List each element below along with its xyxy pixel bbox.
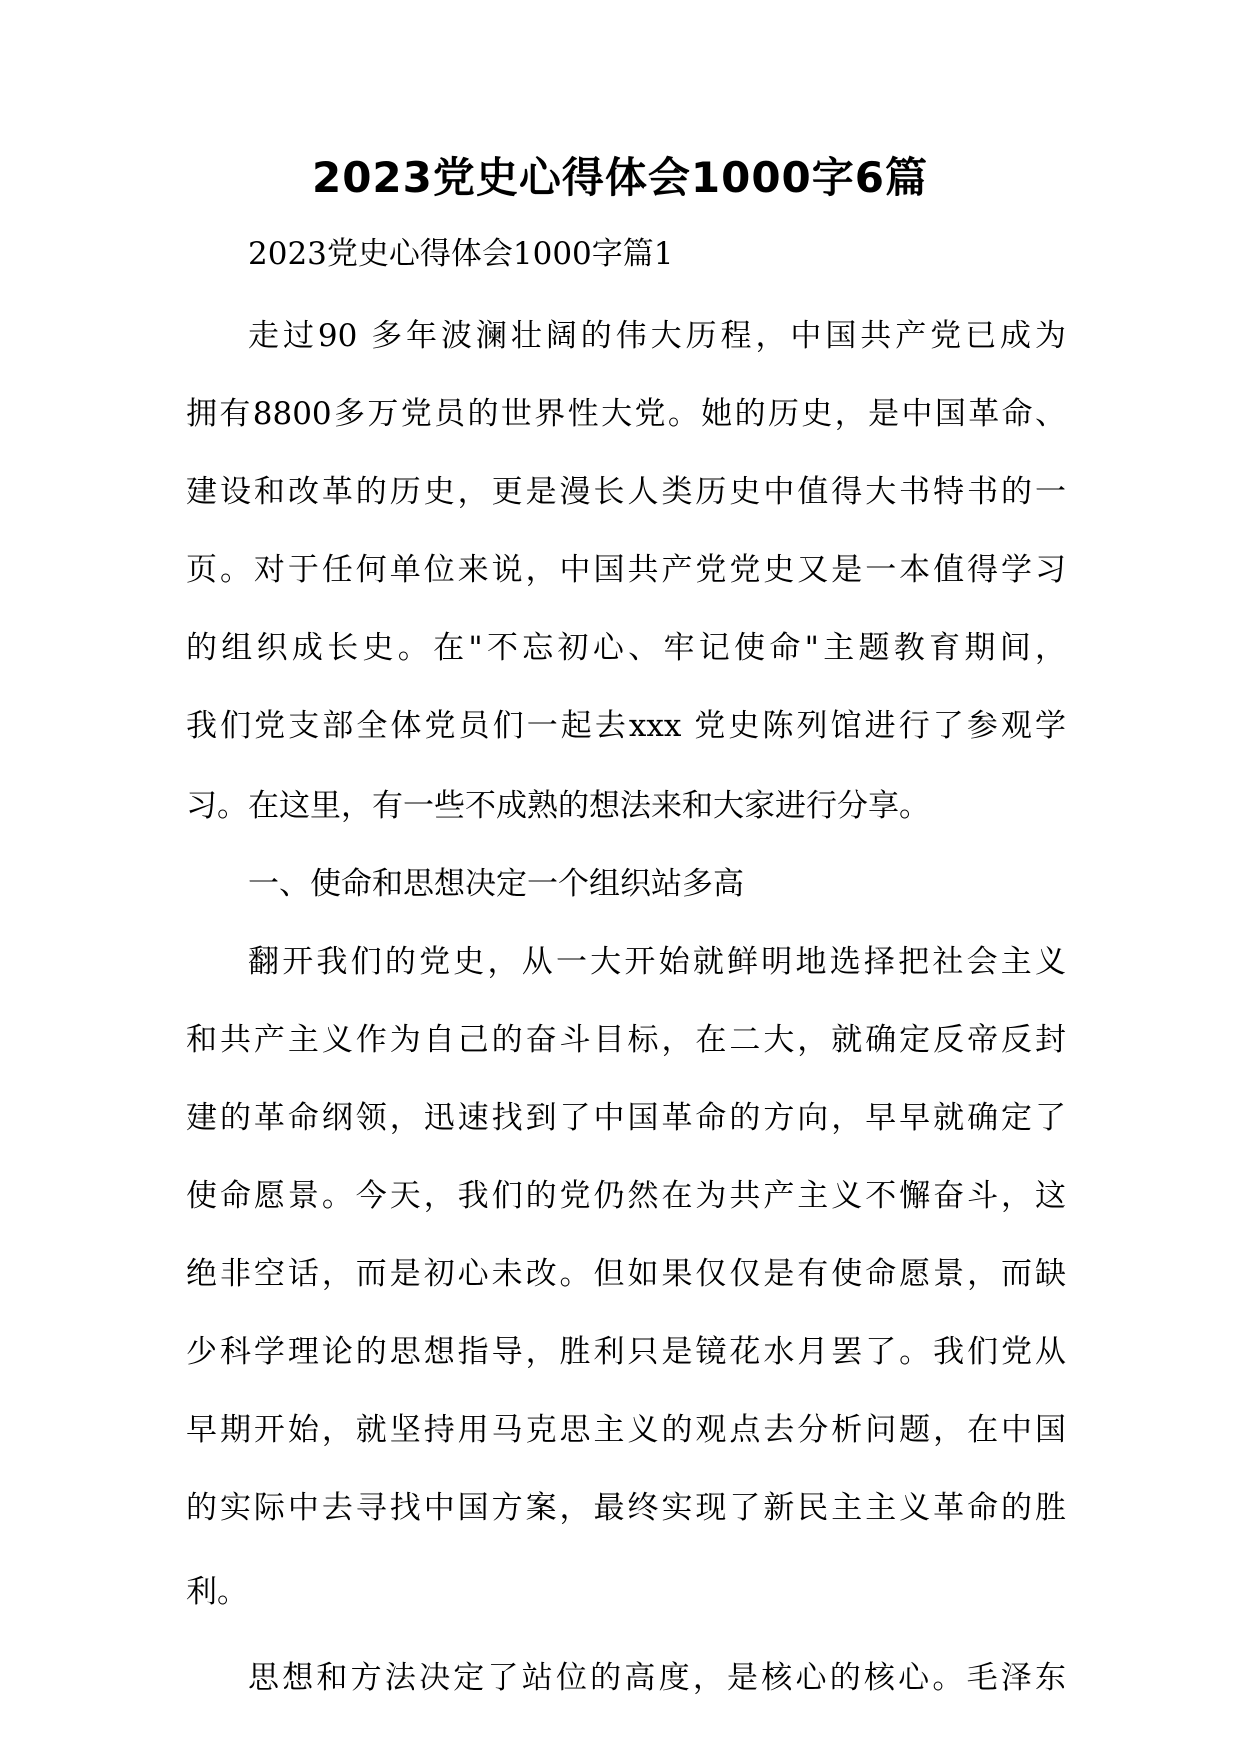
paragraph-line: 的实际中去寻找中国方案，最终实现了新民主主义革命的胜 — [186, 1490, 1066, 1526]
paragraph-line: 少科学理论的思想指导，胜利只是镜花水月罢了。我们党从 — [186, 1334, 1066, 1370]
paragraph-line: 绝非空话，而是初心未改。但如果仅仅是有使命愿景，而缺 — [186, 1256, 1066, 1292]
paragraph-line: 建设和改革的历史，更是漫长人类历史中值得大书特书的一 — [186, 474, 1066, 510]
paragraph-line: 思想和方法决定了站位的高度，是核心的核心。毛泽东 — [248, 1660, 1066, 1696]
paragraph-line: 早期开始，就坚持用马克思主义的观点去分析问题，在中国 — [186, 1412, 1066, 1448]
paragraph-line: 利。 — [186, 1574, 248, 1610]
subsection-heading: 一、使命和思想决定一个组织站多高 — [248, 866, 744, 902]
paragraph-line: 拥有8800多万党员的世界性大党。她的历史，是中国革命、 — [186, 396, 1066, 432]
paragraph-line: 的组织成长史。在"不忘初心、牢记使命"主题教育期间， — [186, 630, 1066, 666]
paragraph-line: 页。对于任何单位来说，中国共产党党史又是一本值得学习 — [186, 552, 1066, 588]
paragraph-line: 建的革命纲领，迅速找到了中国革命的方向，早早就确定了 — [186, 1100, 1066, 1136]
paragraph-line: 我们党支部全体党员们一起去xxx 党史陈列馆进行了参观学 — [186, 708, 1066, 744]
paragraph-line: 和共产主义作为自己的奋斗目标，在二大，就确定反帝反封 — [186, 1022, 1066, 1058]
section-heading: 2023党史心得体会1000字篇1 — [248, 236, 674, 272]
paragraph-line: 走过90 多年波澜壮阔的伟大历程，中国共产党已成为 — [248, 318, 1066, 354]
paragraph-line: 使命愿景。今天，我们的党仍然在为共产主义不懈奋斗，这 — [186, 1178, 1066, 1214]
paragraph-line: 习。在这里，有一些不成熟的想法来和大家进行分享。 — [186, 788, 930, 824]
document-title: 2023党史心得体会1000字6篇 — [311, 153, 928, 202]
paragraph-line: 翻开我们的党史，从一大开始就鲜明地选择把社会主义 — [248, 944, 1066, 980]
